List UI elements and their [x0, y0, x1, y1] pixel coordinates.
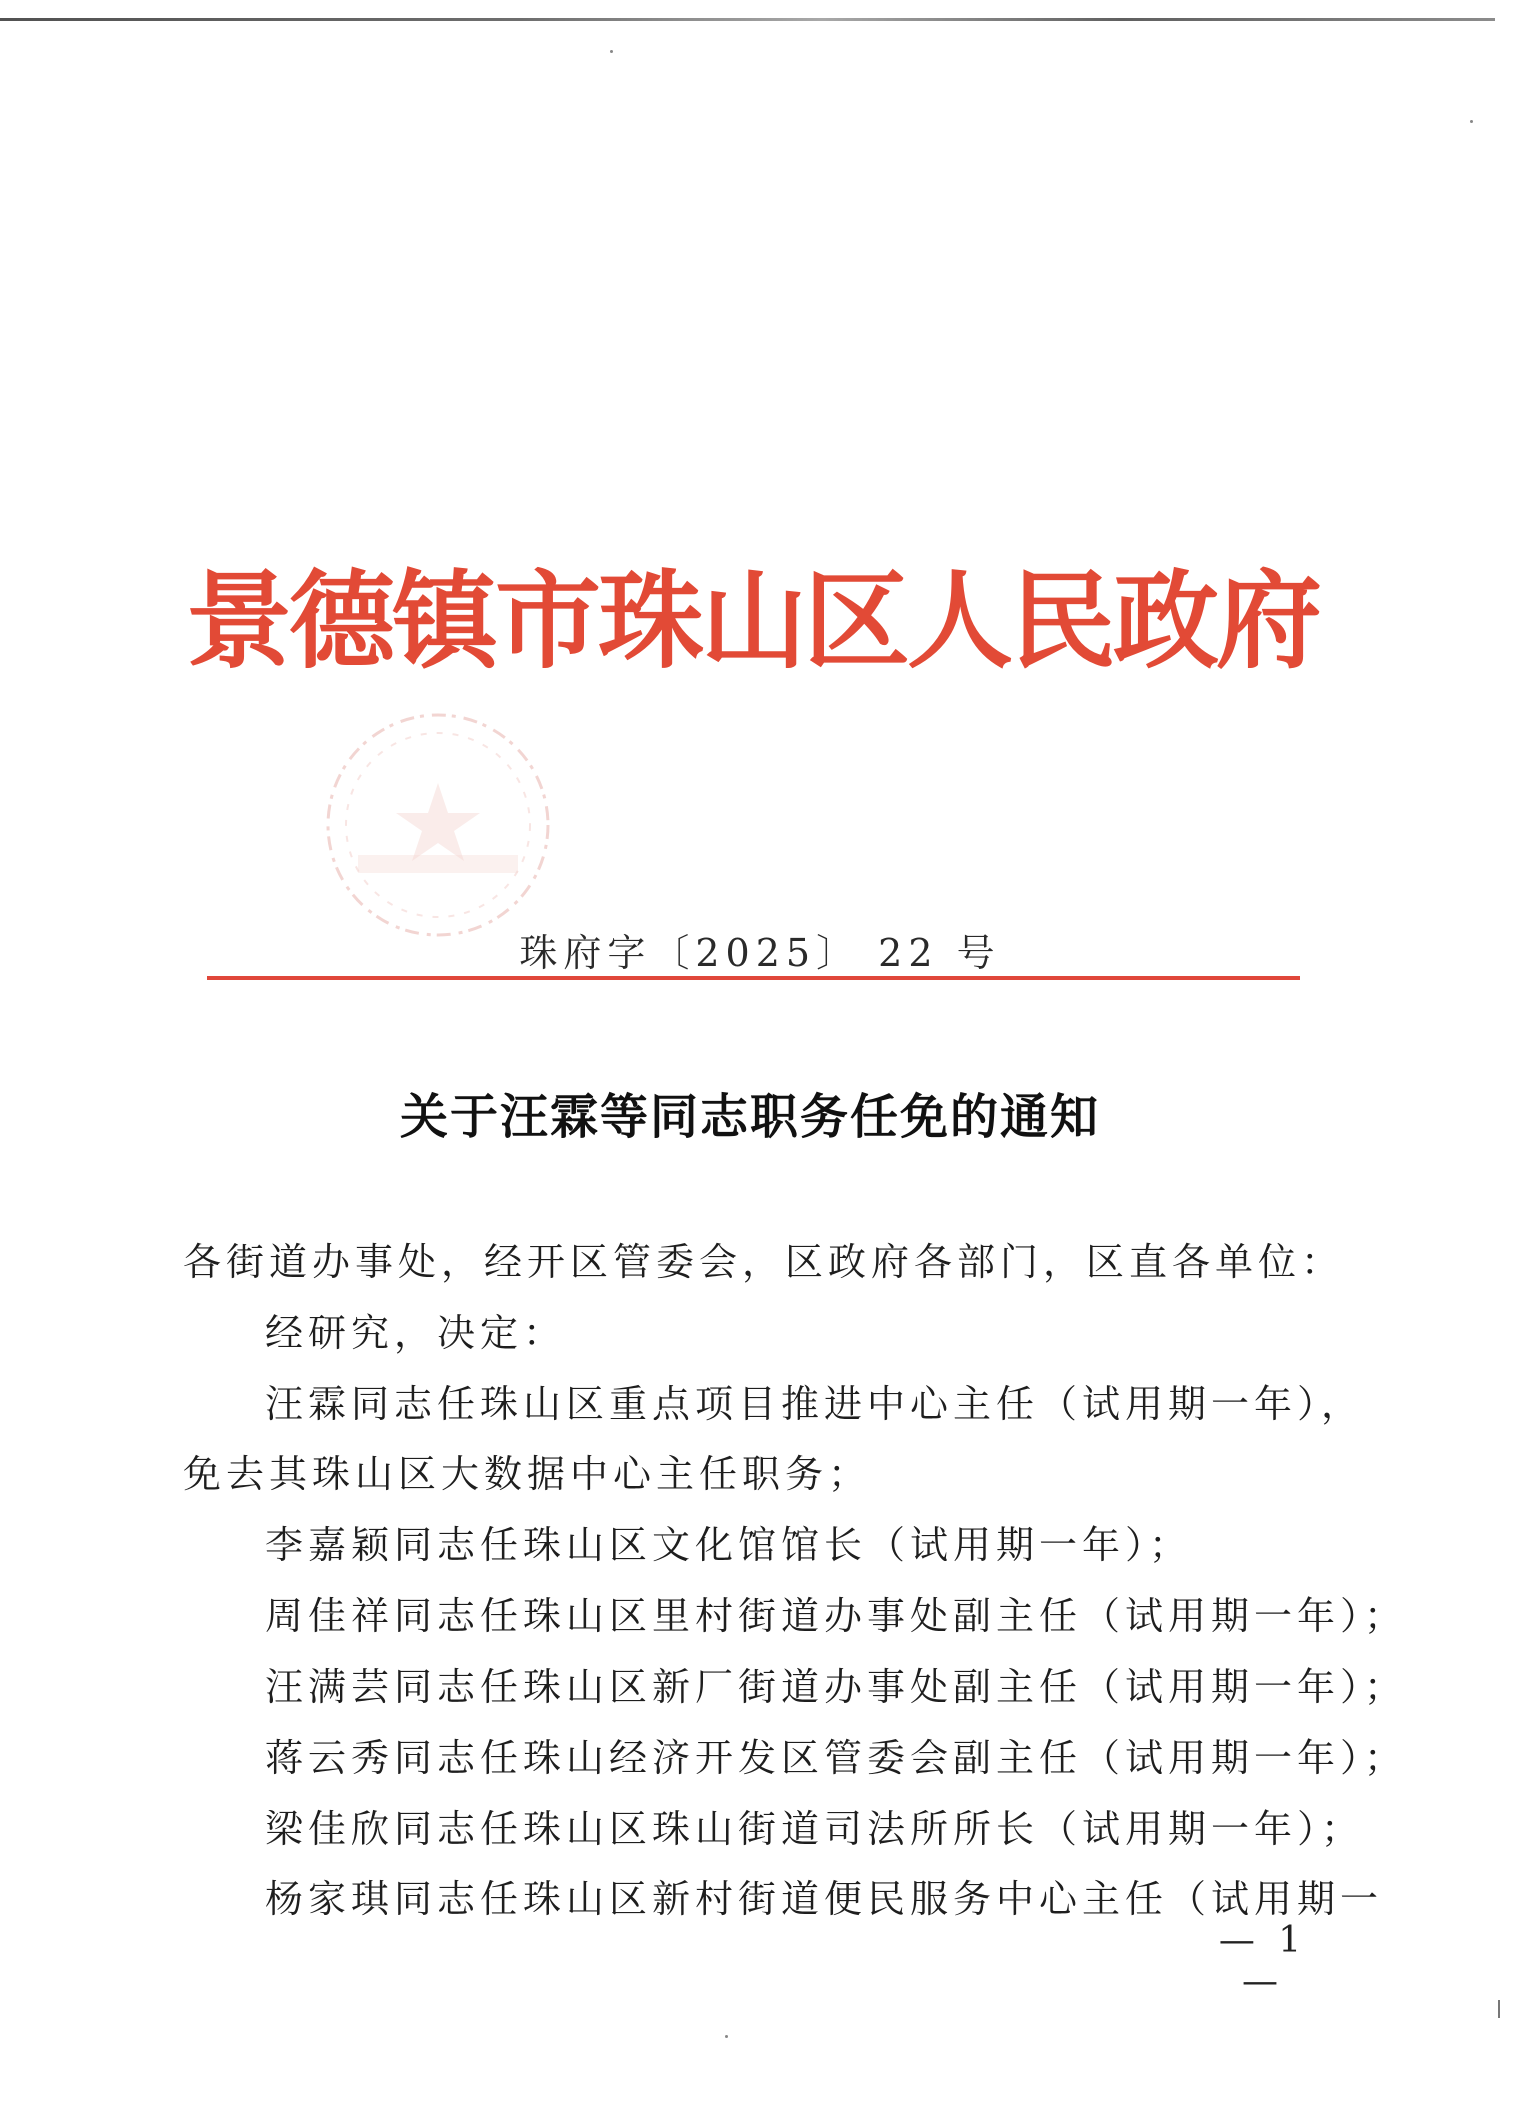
appointment-line: 周佳祥同志任珠山区里村街道办事处副主任（试用期一年）；: [265, 1594, 1408, 1638]
scan-top-edge-line: [0, 18, 1495, 21]
intro-line: 经研究，决定：: [265, 1311, 567, 1355]
scan-speck: [1470, 120, 1473, 123]
appointment-line: 李嘉颖同志任珠山区文化馆馆长（试用期一年）；: [265, 1523, 1193, 1567]
scan-edge-mark: [1498, 2000, 1500, 2018]
appointment-line: 汪满芸同志任珠山区新厂街道办事处副主任（试用期一年）；: [265, 1665, 1408, 1709]
salutation-line: 各街道办事处，经开区管委会，区政府各部门，区直各单位：: [183, 1240, 1345, 1284]
faded-seal-stamp: [288, 705, 588, 945]
appointment-line: 梁佳欣同志任珠山区珠山街道司法所所长（试用期一年）；: [265, 1807, 1365, 1851]
notice-title: 关于汪霖等同志职务任免的通知: [399, 1089, 1100, 1145]
appointment-line: 免去其珠山区大数据中心主任职务；: [183, 1452, 872, 1496]
scan-speck: [610, 50, 613, 53]
document-number: 珠府字〔2025〕 22 号: [519, 931, 1001, 975]
letterhead-title: 景德镇市珠山区人民政府: [186, 560, 1319, 683]
appointment-line: 汪霖同志任珠山区重点项目推进中心主任（试用期一年），: [265, 1382, 1365, 1426]
scan-speck: [725, 2035, 728, 2038]
page-number: — 1 —: [1218, 1920, 1308, 2002]
appointment-line: 蒋云秀同志任珠山经济开发区管委会副主任（试用期一年）；: [265, 1736, 1408, 1780]
red-divider-rule: [207, 976, 1300, 980]
appointment-line: 杨家琪同志任珠山区新村街道便民服务中心主任（试用期一: [265, 1877, 1384, 1921]
